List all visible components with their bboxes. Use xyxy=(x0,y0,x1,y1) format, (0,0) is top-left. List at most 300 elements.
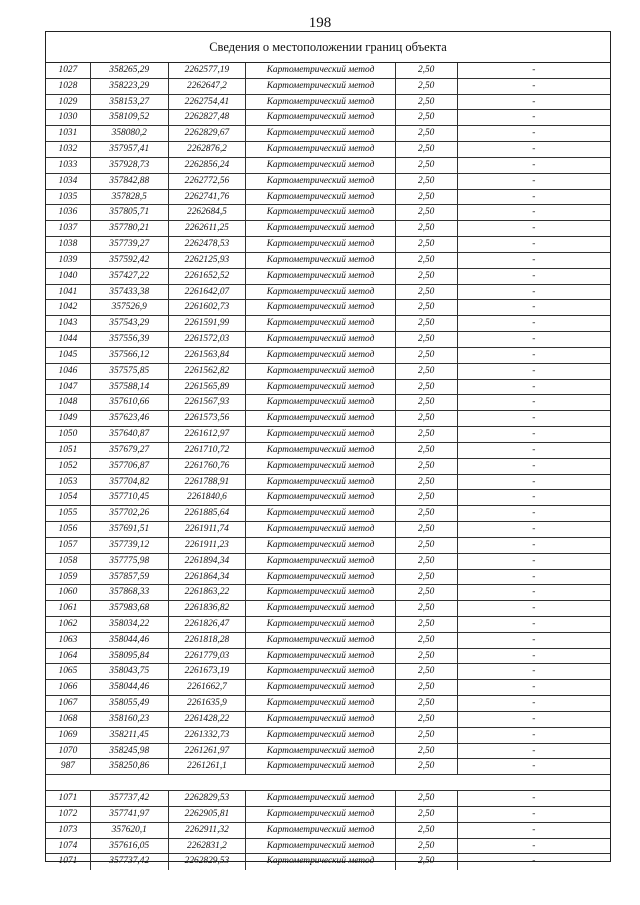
table-row xyxy=(46,680,610,696)
x-coordinate-cell: 358044,46 xyxy=(91,633,169,648)
description-cell: - xyxy=(532,96,536,107)
table-row xyxy=(46,190,610,206)
description-cell: - xyxy=(532,508,536,519)
y-coordinate-cell: 2262827,48 xyxy=(169,110,247,125)
precision-cell: 2,50 xyxy=(396,664,458,679)
x-coordinate-cell: 357588,14 xyxy=(91,380,169,395)
precision-cell: 2,50 xyxy=(396,633,458,648)
method-cell: Картометрический метод xyxy=(246,601,395,616)
method-cell: Картометрический метод xyxy=(246,411,395,426)
description-cell: - xyxy=(532,207,536,218)
table-row xyxy=(46,807,610,823)
point-number-cell: 1049 xyxy=(46,411,91,426)
method-cell: Картометрический метод xyxy=(246,269,395,284)
x-coordinate-cell: 357775,98 xyxy=(91,554,169,569)
precision-cell: 2,50 xyxy=(396,506,458,521)
method-cell: Картометрический метод xyxy=(246,316,395,331)
precision-cell: 2,50 xyxy=(396,237,458,252)
method-cell: Картометрический метод xyxy=(246,158,395,173)
description-cell: - xyxy=(532,349,536,360)
precision-cell: 2,50 xyxy=(396,63,458,78)
x-coordinate-cell: 357620,1 xyxy=(91,823,169,838)
precision-cell: 2,50 xyxy=(396,158,458,173)
method-cell: Картометрический метод xyxy=(246,332,395,347)
point-number-cell: 1037 xyxy=(46,221,91,236)
precision-cell: 2,50 xyxy=(396,744,458,759)
description-cell: - xyxy=(532,286,536,297)
y-coordinate-cell: 2261591,99 xyxy=(169,316,247,331)
y-coordinate-cell: 2261911,23 xyxy=(169,538,247,553)
method-cell: Картометрический метод xyxy=(246,490,395,505)
x-coordinate-cell: 358250,86 xyxy=(91,759,169,774)
point-number-cell: 1029 xyxy=(46,95,91,110)
precision-cell: 2,50 xyxy=(396,110,458,125)
method-cell: Картометрический метод xyxy=(246,348,395,363)
method-cell: Картометрический метод xyxy=(246,649,395,664)
y-coordinate-cell: 2262577,19 xyxy=(169,63,247,78)
table-row xyxy=(46,696,610,712)
y-coordinate-cell: 2262876,2 xyxy=(169,142,247,157)
precision-cell: 2,50 xyxy=(396,475,458,490)
precision-cell: 2,50 xyxy=(396,190,458,205)
description-cell: - xyxy=(532,460,536,471)
description-cell: - xyxy=(532,413,536,424)
description-cell: - xyxy=(532,524,536,535)
y-coordinate-cell: 2262905,81 xyxy=(169,807,247,822)
x-coordinate-cell: 358043,75 xyxy=(91,664,169,679)
y-coordinate-cell: 2261863,22 xyxy=(169,585,247,600)
method-cell: Картометрический метод xyxy=(246,823,395,838)
method-cell: Картометрический метод xyxy=(246,538,395,553)
x-coordinate-cell: 357805,71 xyxy=(91,205,169,220)
coordinates-table xyxy=(46,63,610,870)
x-coordinate-cell: 358044,46 xyxy=(91,680,169,695)
x-coordinate-cell: 358223,29 xyxy=(91,79,169,94)
table-row xyxy=(46,316,610,332)
table-row xyxy=(46,759,610,775)
precision-cell: 2,50 xyxy=(396,411,458,426)
precision-cell: 2,50 xyxy=(396,712,458,727)
table-row xyxy=(46,95,610,111)
precision-cell: 2,50 xyxy=(396,285,458,300)
table-row xyxy=(46,142,610,158)
boundary-coordinates-sheet xyxy=(45,31,611,867)
precision-cell: 2,50 xyxy=(396,79,458,94)
y-coordinate-cell: 2261788,91 xyxy=(169,475,247,490)
point-number-cell: 1035 xyxy=(46,190,91,205)
y-coordinate-cell: 2262478,53 xyxy=(169,237,247,252)
method-cell: Картометрический метод xyxy=(246,680,395,695)
precision-cell: 2,50 xyxy=(396,174,458,189)
description-cell: - xyxy=(532,729,536,740)
point-number-cell: 1072 xyxy=(46,807,91,822)
precision-cell: 2,50 xyxy=(396,649,458,664)
precision-cell: 2,50 xyxy=(396,554,458,569)
precision-cell: 2,50 xyxy=(396,696,458,711)
y-coordinate-cell: 2261565,89 xyxy=(169,380,247,395)
description-cell: - xyxy=(532,80,536,91)
method-cell: Картометрический метод xyxy=(246,475,395,490)
point-number-cell: 1064 xyxy=(46,649,91,664)
y-coordinate-cell: 2261710,72 xyxy=(169,443,247,458)
description-cell: - xyxy=(532,318,536,329)
point-number-cell: 1039 xyxy=(46,253,91,268)
point-number-cell: 1031 xyxy=(46,126,91,141)
precision-cell: 2,50 xyxy=(396,316,458,331)
table-row xyxy=(46,554,610,570)
point-number-cell: 1027 xyxy=(46,63,91,78)
table-row xyxy=(46,174,610,190)
table-row xyxy=(46,110,610,126)
x-coordinate-cell: 357556,39 xyxy=(91,332,169,347)
description-cell: - xyxy=(532,429,536,440)
x-coordinate-cell: 357433,38 xyxy=(91,285,169,300)
x-coordinate-cell: 358034,22 xyxy=(91,617,169,632)
description-cell: - xyxy=(532,128,536,139)
description-cell: - xyxy=(532,492,536,503)
table-row xyxy=(46,617,610,633)
table-row xyxy=(46,475,610,491)
table-row xyxy=(46,712,610,728)
y-coordinate-cell: 2261602,73 xyxy=(169,300,247,315)
table-row xyxy=(46,158,610,174)
y-coordinate-cell: 2262754,41 xyxy=(169,95,247,110)
point-number-cell: 1030 xyxy=(46,110,91,125)
table-row xyxy=(46,126,610,142)
description-cell: - xyxy=(532,587,536,598)
y-coordinate-cell: 2261573,56 xyxy=(169,411,247,426)
x-coordinate-cell: 357706,87 xyxy=(91,459,169,474)
method-cell: Картометрический метод xyxy=(246,443,395,458)
description-cell: - xyxy=(532,397,536,408)
x-coordinate-cell: 358245,98 xyxy=(91,744,169,759)
x-coordinate-cell: 357737,42 xyxy=(91,854,169,870)
method-cell: Картометрический метод xyxy=(246,395,395,410)
x-coordinate-cell: 357616,05 xyxy=(91,839,169,854)
table-row xyxy=(46,570,610,586)
precision-cell: 2,50 xyxy=(396,617,458,632)
description-cell: - xyxy=(532,571,536,582)
table-row xyxy=(46,63,610,79)
x-coordinate-cell: 357739,12 xyxy=(91,538,169,553)
description-cell: - xyxy=(532,270,536,281)
table-row xyxy=(46,823,610,839)
precision-cell: 2,50 xyxy=(396,221,458,236)
point-number-cell: 1032 xyxy=(46,142,91,157)
point-number-cell: 1068 xyxy=(46,712,91,727)
method-cell: Картометрический метод xyxy=(246,728,395,743)
x-coordinate-cell: 357741,97 xyxy=(91,807,169,822)
x-coordinate-cell: 358265,29 xyxy=(91,63,169,78)
method-cell: Картометрический метод xyxy=(246,522,395,537)
y-coordinate-cell: 2262829,53 xyxy=(169,791,247,806)
point-number-cell: 1058 xyxy=(46,554,91,569)
x-coordinate-cell: 357623,46 xyxy=(91,411,169,426)
point-number-cell: 1056 xyxy=(46,522,91,537)
table-row xyxy=(46,300,610,316)
description-cell: - xyxy=(532,223,536,234)
description-cell: - xyxy=(532,698,536,709)
y-coordinate-cell: 2261779,03 xyxy=(169,649,247,664)
point-number-cell: 1028 xyxy=(46,79,91,94)
description-cell: - xyxy=(532,254,536,265)
method-cell: Картометрический метод xyxy=(246,237,395,252)
point-number-cell: 1065 xyxy=(46,664,91,679)
point-number-cell: 1063 xyxy=(46,633,91,648)
x-coordinate-cell: 358160,23 xyxy=(91,712,169,727)
page-number: 198 xyxy=(308,15,332,31)
y-coordinate-cell: 2261572,03 xyxy=(169,332,247,347)
method-cell: Картометрический метод xyxy=(246,427,395,442)
y-coordinate-cell: 2262772,56 xyxy=(169,174,247,189)
method-cell: Картометрический метод xyxy=(246,285,395,300)
method-cell: Картометрический метод xyxy=(246,380,395,395)
precision-cell: 2,50 xyxy=(396,759,458,774)
separator-row xyxy=(46,775,610,791)
y-coordinate-cell: 2261642,07 xyxy=(169,285,247,300)
y-coordinate-cell: 2261894,34 xyxy=(169,554,247,569)
x-coordinate-cell: 357566,12 xyxy=(91,348,169,363)
y-coordinate-cell: 2262611,25 xyxy=(169,221,247,236)
point-number-cell: 1041 xyxy=(46,285,91,300)
y-coordinate-cell: 2261662,7 xyxy=(169,680,247,695)
description-cell: - xyxy=(532,365,536,376)
point-number-cell: 1052 xyxy=(46,459,91,474)
method-cell: Картометрический метод xyxy=(246,205,395,220)
point-number-cell: 1047 xyxy=(46,380,91,395)
y-coordinate-cell: 2261818,28 xyxy=(169,633,247,648)
method-cell: Картометрический метод xyxy=(246,459,395,474)
x-coordinate-cell: 357691,51 xyxy=(91,522,169,537)
point-number-cell: 1054 xyxy=(46,490,91,505)
point-number-cell: 1046 xyxy=(46,364,91,379)
y-coordinate-cell: 2261864,34 xyxy=(169,570,247,585)
table-row xyxy=(46,443,610,459)
precision-cell: 2,50 xyxy=(396,443,458,458)
point-number-cell: 1069 xyxy=(46,728,91,743)
table-row xyxy=(46,269,610,285)
description-cell: - xyxy=(532,713,536,724)
table-row xyxy=(46,285,610,301)
table-row xyxy=(46,332,610,348)
y-coordinate-cell: 2261332,73 xyxy=(169,728,247,743)
precision-cell: 2,50 xyxy=(396,269,458,284)
table-row xyxy=(46,601,610,617)
method-cell: Картометрический метод xyxy=(246,664,395,679)
x-coordinate-cell: 357526,9 xyxy=(91,300,169,315)
precision-cell: 2,50 xyxy=(396,807,458,822)
description-cell: - xyxy=(532,175,536,186)
precision-cell: 2,50 xyxy=(396,538,458,553)
point-number-cell: 1070 xyxy=(46,744,91,759)
y-coordinate-cell: 2262125,93 xyxy=(169,253,247,268)
point-number-cell: 1033 xyxy=(46,158,91,173)
y-coordinate-cell: 2262829,67 xyxy=(169,126,247,141)
method-cell: Картометрический метод xyxy=(246,854,395,870)
precision-cell: 2,50 xyxy=(396,300,458,315)
x-coordinate-cell: 357739,27 xyxy=(91,237,169,252)
x-coordinate-cell: 358211,45 xyxy=(91,728,169,743)
method-cell: Картометрический метод xyxy=(246,633,395,648)
y-coordinate-cell: 2262911,32 xyxy=(169,823,247,838)
x-coordinate-cell: 358095,84 xyxy=(91,649,169,664)
point-number-cell: 1051 xyxy=(46,443,91,458)
precision-cell: 2,50 xyxy=(396,459,458,474)
y-coordinate-cell: 2262684,5 xyxy=(169,205,247,220)
y-coordinate-cell: 2261562,82 xyxy=(169,364,247,379)
empty-cell xyxy=(46,775,610,790)
table-row xyxy=(46,538,610,554)
description-cell: - xyxy=(532,381,536,392)
y-coordinate-cell: 2262829,53 xyxy=(169,854,247,870)
x-coordinate-cell: 357710,45 xyxy=(91,490,169,505)
x-coordinate-cell: 357780,21 xyxy=(91,221,169,236)
y-coordinate-cell: 2262647,2 xyxy=(169,79,247,94)
description-cell: - xyxy=(532,650,536,661)
method-cell: Картометрический метод xyxy=(246,791,395,806)
table-row xyxy=(46,427,610,443)
description-cell: - xyxy=(532,666,536,677)
point-number-cell: 1067 xyxy=(46,696,91,711)
point-number-cell: 1048 xyxy=(46,395,91,410)
precision-cell: 2,50 xyxy=(396,854,458,870)
description-cell: - xyxy=(532,159,536,170)
x-coordinate-cell: 357857,59 xyxy=(91,570,169,585)
precision-cell: 2,50 xyxy=(396,95,458,110)
method-cell: Картометрический метод xyxy=(246,63,395,78)
description-cell: - xyxy=(532,191,536,202)
x-coordinate-cell: 358080,2 xyxy=(91,126,169,141)
method-cell: Картометрический метод xyxy=(246,570,395,585)
method-cell: Картометрический метод xyxy=(246,142,395,157)
y-coordinate-cell: 2261911,74 xyxy=(169,522,247,537)
y-coordinate-cell: 2261612,97 xyxy=(169,427,247,442)
method-cell: Картометрический метод xyxy=(246,300,395,315)
y-coordinate-cell: 2261760,76 xyxy=(169,459,247,474)
table-row xyxy=(46,395,610,411)
precision-cell: 2,50 xyxy=(396,839,458,854)
method-cell: Картометрический метод xyxy=(246,759,395,774)
x-coordinate-cell: 358153,27 xyxy=(91,95,169,110)
x-coordinate-cell: 357737,42 xyxy=(91,791,169,806)
x-coordinate-cell: 357543,29 xyxy=(91,316,169,331)
x-coordinate-cell: 357427,22 xyxy=(91,269,169,284)
description-cell: - xyxy=(532,840,536,851)
y-coordinate-cell: 2261563,84 xyxy=(169,348,247,363)
description-cell: - xyxy=(532,793,536,804)
point-number-cell: 1040 xyxy=(46,269,91,284)
table-row xyxy=(46,633,610,649)
table-row xyxy=(46,585,610,601)
point-number-cell: 1057 xyxy=(46,538,91,553)
description-cell: - xyxy=(532,476,536,487)
description-cell: - xyxy=(532,761,536,772)
description-cell: - xyxy=(532,603,536,614)
table-row xyxy=(46,221,610,237)
table-row xyxy=(46,253,610,269)
x-coordinate-cell: 357868,33 xyxy=(91,585,169,600)
y-coordinate-cell: 2261840,6 xyxy=(169,490,247,505)
y-coordinate-cell: 2261567,93 xyxy=(169,395,247,410)
method-cell: Картометрический метод xyxy=(246,807,395,822)
precision-cell: 2,50 xyxy=(396,585,458,600)
method-cell: Картометрический метод xyxy=(246,110,395,125)
precision-cell: 2,50 xyxy=(396,253,458,268)
method-cell: Картометрический метод xyxy=(246,221,395,236)
point-number-cell: 1034 xyxy=(46,174,91,189)
table-row xyxy=(46,237,610,253)
y-coordinate-cell: 2261428,22 xyxy=(169,712,247,727)
y-coordinate-cell: 2261261,97 xyxy=(169,744,247,759)
y-coordinate-cell: 2261826,47 xyxy=(169,617,247,632)
precision-cell: 2,50 xyxy=(396,142,458,157)
method-cell: Картометрический метод xyxy=(246,364,395,379)
precision-cell: 2,50 xyxy=(396,823,458,838)
method-cell: Картометрический метод xyxy=(246,506,395,521)
y-coordinate-cell: 2262856,24 xyxy=(169,158,247,173)
point-number-cell: 1074 xyxy=(46,839,91,854)
precision-cell: 2,50 xyxy=(396,332,458,347)
point-number-cell: 1071 xyxy=(46,854,91,870)
table-row xyxy=(46,79,610,95)
method-cell: Картометрический метод xyxy=(246,617,395,632)
method-cell: Картометрический метод xyxy=(246,174,395,189)
x-coordinate-cell: 357679,27 xyxy=(91,443,169,458)
table-row xyxy=(46,839,610,855)
x-coordinate-cell: 357704,82 xyxy=(91,475,169,490)
x-coordinate-cell: 357842,88 xyxy=(91,174,169,189)
precision-cell: 2,50 xyxy=(396,601,458,616)
precision-cell: 2,50 xyxy=(396,205,458,220)
y-coordinate-cell: 2261885,64 xyxy=(169,506,247,521)
point-number-cell: 1060 xyxy=(46,585,91,600)
table-row xyxy=(46,506,610,522)
description-cell: - xyxy=(532,618,536,629)
precision-cell: 2,50 xyxy=(396,728,458,743)
point-number-cell: 1053 xyxy=(46,475,91,490)
method-cell: Картометрический метод xyxy=(246,253,395,268)
point-number-cell: 1066 xyxy=(46,680,91,695)
description-cell: - xyxy=(532,302,536,313)
table-row xyxy=(46,649,610,665)
method-cell: Картометрический метод xyxy=(246,696,395,711)
description-cell: - xyxy=(532,808,536,819)
precision-cell: 2,50 xyxy=(396,380,458,395)
point-number-cell: 1036 xyxy=(46,205,91,220)
point-number-cell: 1059 xyxy=(46,570,91,585)
table-row xyxy=(46,364,610,380)
precision-cell: 2,50 xyxy=(396,490,458,505)
point-number-cell: 1044 xyxy=(46,332,91,347)
point-number-cell: 1073 xyxy=(46,823,91,838)
point-number-cell: 1042 xyxy=(46,300,91,315)
point-number-cell: 1061 xyxy=(46,601,91,616)
point-number-cell: 1062 xyxy=(46,617,91,632)
point-number-cell: 1071 xyxy=(46,791,91,806)
x-coordinate-cell: 357610,66 xyxy=(91,395,169,410)
precision-cell: 2,50 xyxy=(396,791,458,806)
method-cell: Картометрический метод xyxy=(246,126,395,141)
point-number-cell: 1055 xyxy=(46,506,91,521)
precision-cell: 2,50 xyxy=(396,395,458,410)
table-heading: Сведения о местоположении границ объекта xyxy=(46,32,610,63)
table-row xyxy=(46,744,610,760)
precision-cell: 2,50 xyxy=(396,364,458,379)
method-cell: Картометрический метод xyxy=(246,744,395,759)
description-cell: - xyxy=(532,334,536,345)
x-coordinate-cell: 358109,52 xyxy=(91,110,169,125)
y-coordinate-cell: 2261635,9 xyxy=(169,696,247,711)
